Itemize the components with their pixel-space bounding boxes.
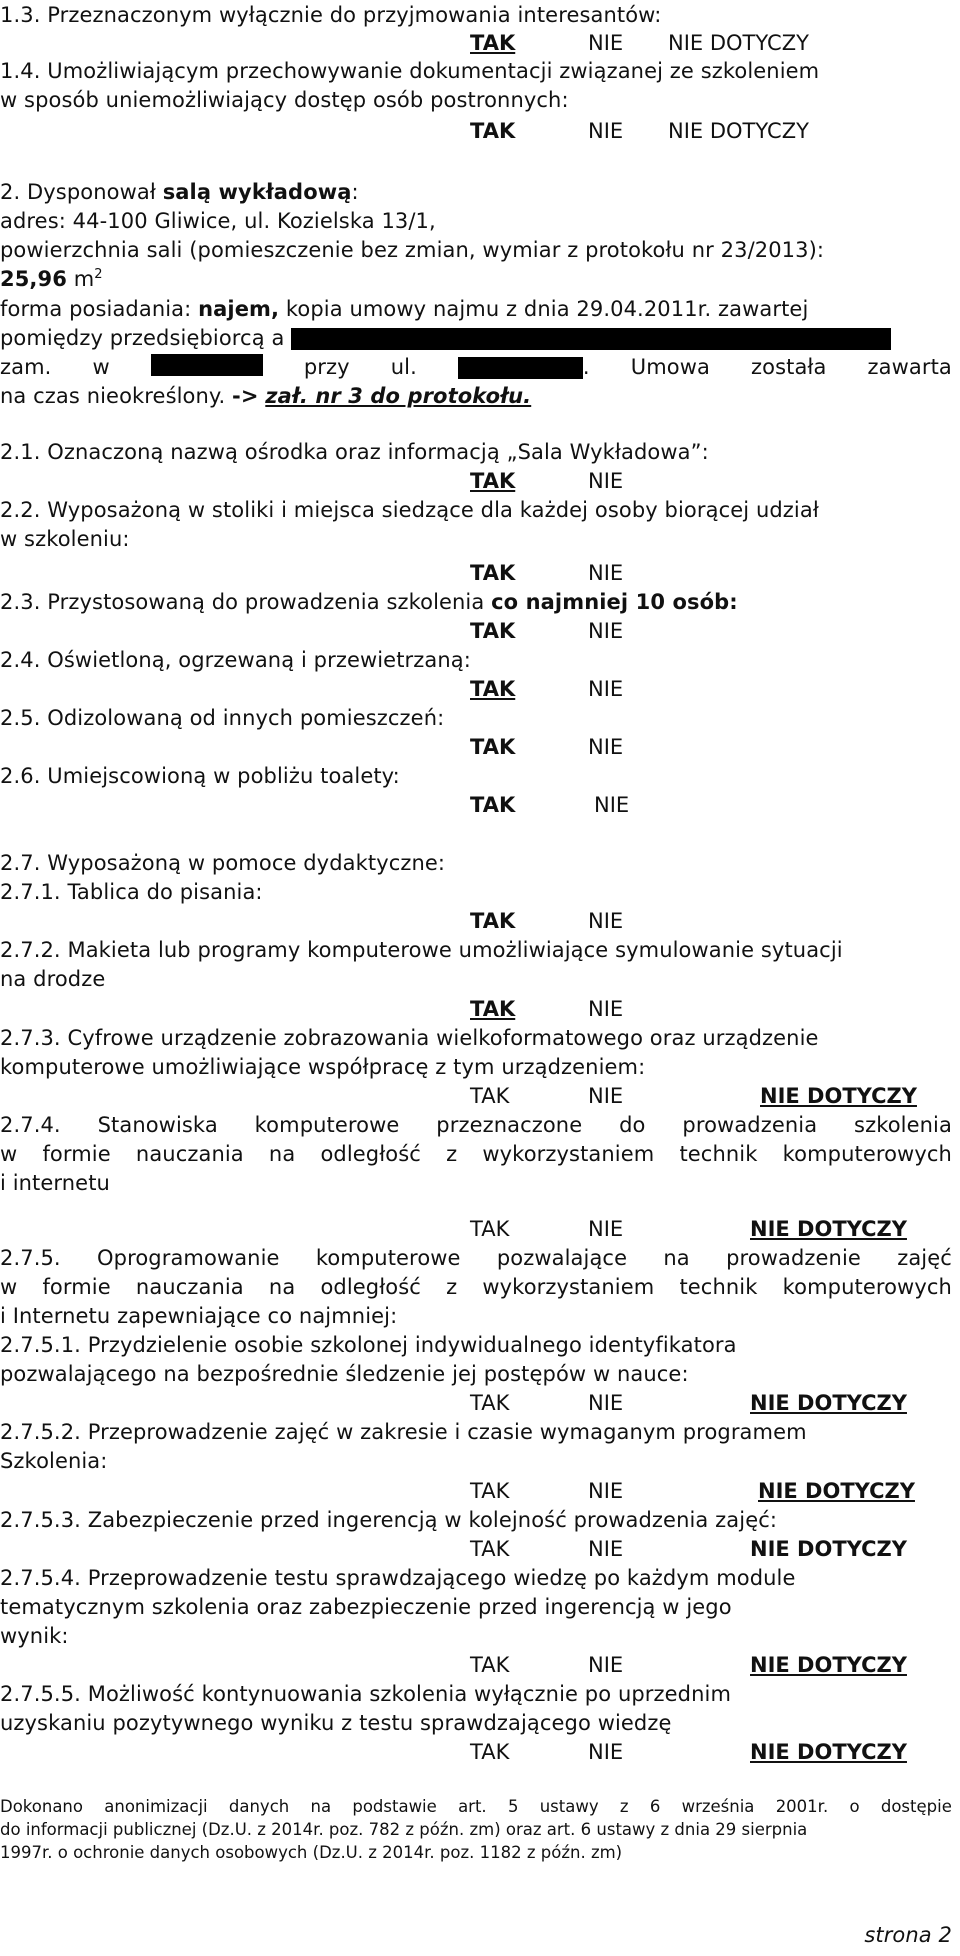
section-2-7: 2.7. Wyposażoną w pomoce dydaktyczne:	[0, 851, 446, 875]
section-2-7-4-line3: i internetu	[0, 1171, 110, 1195]
option-tak: TAK	[470, 1479, 510, 1503]
section-2-7-5-4-line1: 2.7.5.4. Przeprowadzenie testu sprawdzającego wiedzę po każdym module	[0, 1566, 796, 1590]
option-nie: NIE	[588, 1653, 624, 1677]
section-2-1: 2.1. Oznaczoną nazwą ośrodka oraz informacją „Sala Wykładowa”:	[0, 440, 709, 464]
option-nie: NIE	[588, 735, 624, 759]
section-2-7-5-line3: i Internetu zapewniające co najmniej:	[0, 1304, 398, 1328]
section-2-7-5-2-line1: 2.7.5.2. Przeprowadzenie zajęć w zakresie i czasie wymaganym programem	[0, 1420, 807, 1444]
section-2-3: 2.3. Przystosowaną do prowadzenia szkolenia co najmniej 10 osób:	[0, 590, 738, 614]
anonymization-note-line3: 1997r. o ochronie danych osobowych (Dz.U. z 2014r. poz. 1182 z późn. zm)	[0, 1843, 623, 1862]
anonymization-note-line1: Dokonano anonimizacji danych na podstawie art. 5 ustawy z 6 września 2001r. o dostępie	[0, 1797, 952, 1816]
section-2-term: na czas nieokreślony. -> zał. nr 3 do protokołu.	[0, 384, 532, 408]
section-2-7-5-5-line2: uzyskaniu pozytywnego wyniku z testu sprawdzającego wiedzę	[0, 1711, 672, 1735]
option-tak: TAK	[470, 909, 516, 933]
option-tak: TAK	[470, 997, 516, 1021]
option-tak: TAK	[470, 31, 516, 55]
section-2-area-value: 25,96 $m^2$	[0, 267, 103, 291]
option-nie-dotyczy: NIE DOTYCZY	[760, 1084, 917, 1108]
option-tak: TAK	[470, 469, 516, 493]
attachment-reference: zał. nr 3 do protokołu.	[265, 384, 532, 408]
section-2-7-4-line1: 2.7.4. Stanowiska komputerowe przeznaczone do prowadzenia szkolenia	[0, 1113, 952, 1137]
section-2-area-label: powierzchnia sali (pomieszczenie bez zmian, wymiar z protokołu nr 23/2013):	[0, 238, 825, 262]
section-2-5: 2.5. Odizolowaną od innych pomieszczeń:	[0, 706, 445, 730]
section-2-parties: pomiędzy przedsiębiorcą a	[0, 325, 891, 351]
option-tak: TAK	[470, 1653, 510, 1677]
section-2-7-4-line2: w formie nauczania na odległość z wykorzystaniem technik komputerowych	[0, 1142, 952, 1166]
option-tak: TAK	[470, 1391, 510, 1415]
section-2-6: 2.6. Umiejscowioną w pobliżu toalety:	[0, 764, 400, 788]
option-nie-dotyczy: NIE DOTYCZY	[750, 1391, 907, 1415]
section-2-7-1: 2.7.1. Tablica do pisania:	[0, 880, 263, 904]
section-2-address: adres: 44-100 Gliwice, ul. Kozielska 13/1,	[0, 209, 436, 233]
section-2-7-5-1-line1: 2.7.5.1. Przydzielenie osobie szkolonej indywidualnego identyfikatora	[0, 1333, 737, 1357]
redaction-block	[291, 328, 891, 350]
section-2-7-5-5-line1: 2.7.5.5. Możliwość kontynuowania szkolenia wyłącznie po uprzednim	[0, 1682, 732, 1706]
option-nie: NIE	[588, 909, 624, 933]
option-nie: NIE	[588, 119, 624, 143]
section-2-7-3-line1: 2.7.3. Cyfrowe urządzenie zobrazowania wielkoformatowego oraz urządzenie	[0, 1026, 819, 1050]
option-nie-dotyczy: NIE DOTYCZY	[668, 119, 809, 143]
option-tak: TAK	[470, 677, 516, 701]
section-1-4-line2: w sposób uniemożliwiający dostęp osób postronnych:	[0, 88, 569, 112]
section-2-7-5-4-line2: tematycznym szkolenia oraz zabezpieczenie przed ingerencją w jego	[0, 1595, 732, 1619]
section-2-7-2-line2: na drodze	[0, 967, 106, 991]
section-2-7-5-line2: w formie nauczania na odległość z wykorzystaniem technik komputerowych	[0, 1275, 952, 1299]
section-2-7-2-line1: 2.7.2. Makieta lub programy komputerowe umożliwiające symulowanie sytuacji	[0, 938, 843, 962]
option-nie-dotyczy: NIE DOTYCZY	[750, 1217, 907, 1241]
option-tak: TAK	[470, 1084, 510, 1108]
anonymization-note-line2: do informacji publicznej (Dz.U. z 2014r. poz. 782 z późn. zm) oraz art. 6 ustawy z dnia 29 sierpnia	[0, 1820, 808, 1839]
option-tak: TAK	[470, 1537, 510, 1561]
option-nie-dotyczy: NIE DOTYCZY	[668, 31, 809, 55]
section-2-7-3-line2: komputerowe umożliwiające współpracę z tym urządzeniem:	[0, 1055, 646, 1079]
page-number: strona 2	[864, 1923, 952, 1947]
section-2-ownership: forma posiadania: najem, kopia umowy najmu z dnia 29.04.2011r. zawartej	[0, 297, 809, 321]
section-2-heading: 2. Dysponował salą wykładową:	[0, 180, 359, 204]
option-nie: NIE	[588, 1740, 624, 1764]
option-tak: TAK	[470, 793, 516, 817]
section-1-4-line1: 1.4. Umożliwiającym przechowywanie dokumentacji związanej ze szkoleniem	[0, 59, 820, 83]
option-nie: NIE	[588, 1217, 624, 1241]
option-nie-dotyczy: NIE DOTYCZY	[750, 1537, 907, 1561]
option-tak: TAK	[470, 735, 516, 759]
option-nie-dotyczy: NIE DOTYCZY	[750, 1740, 907, 1764]
section-2-4: 2.4. Oświetloną, ogrzewaną i przewietrzaną:	[0, 648, 471, 672]
option-nie: NIE	[588, 1084, 624, 1108]
option-nie: NIE	[588, 1537, 624, 1561]
section-2-residence: zam. w przy ul. . Umowa została zawarta	[0, 355, 952, 379]
section-2-7-5-1-line2: pozwalającego na bezpośrednie śledzenie jej postępów w nauce:	[0, 1362, 689, 1386]
option-nie-dotyczy: NIE DOTYCZY	[758, 1479, 915, 1503]
option-tak: TAK	[470, 619, 516, 643]
section-2-7-5-2-line2: Szkolenia:	[0, 1449, 108, 1473]
option-tak: TAK	[470, 561, 516, 585]
section-1-3: 1.3. Przeznaczonym wyłącznie do przyjmowania interesantów:	[0, 3, 662, 27]
section-2-7-5-4-line3: wynik:	[0, 1624, 69, 1648]
option-tak: TAK	[470, 119, 516, 143]
section-2-2-line1: 2.2. Wyposażoną w stoliki i miejsca siedzące dla każdej osoby biorącej udział	[0, 498, 819, 522]
section-2-7-5-line1: 2.7.5. Oprogramowanie komputerowe pozwalające na prowadzenie zajęć	[0, 1246, 952, 1270]
option-nie: NIE	[588, 997, 624, 1021]
section-2-2-line2: w szkoleniu:	[0, 527, 130, 551]
redaction-block	[151, 354, 263, 376]
option-tak: TAK	[470, 1740, 510, 1764]
option-nie: NIE	[588, 1391, 624, 1415]
option-nie: NIE	[588, 31, 624, 55]
redaction-block	[458, 357, 583, 379]
option-nie: NIE	[588, 1479, 624, 1503]
option-tak: TAK	[470, 1217, 510, 1241]
option-nie: NIE	[594, 793, 630, 817]
option-nie: NIE	[588, 677, 624, 701]
section-2-7-5-3: 2.7.5.3. Zabezpieczenie przed ingerencją w kolejność prowadzenia zajęć:	[0, 1508, 778, 1532]
option-nie: NIE	[588, 469, 624, 493]
option-nie-dotyczy: NIE DOTYCZY	[750, 1653, 907, 1677]
option-nie: NIE	[588, 561, 624, 585]
option-nie: NIE	[588, 619, 624, 643]
